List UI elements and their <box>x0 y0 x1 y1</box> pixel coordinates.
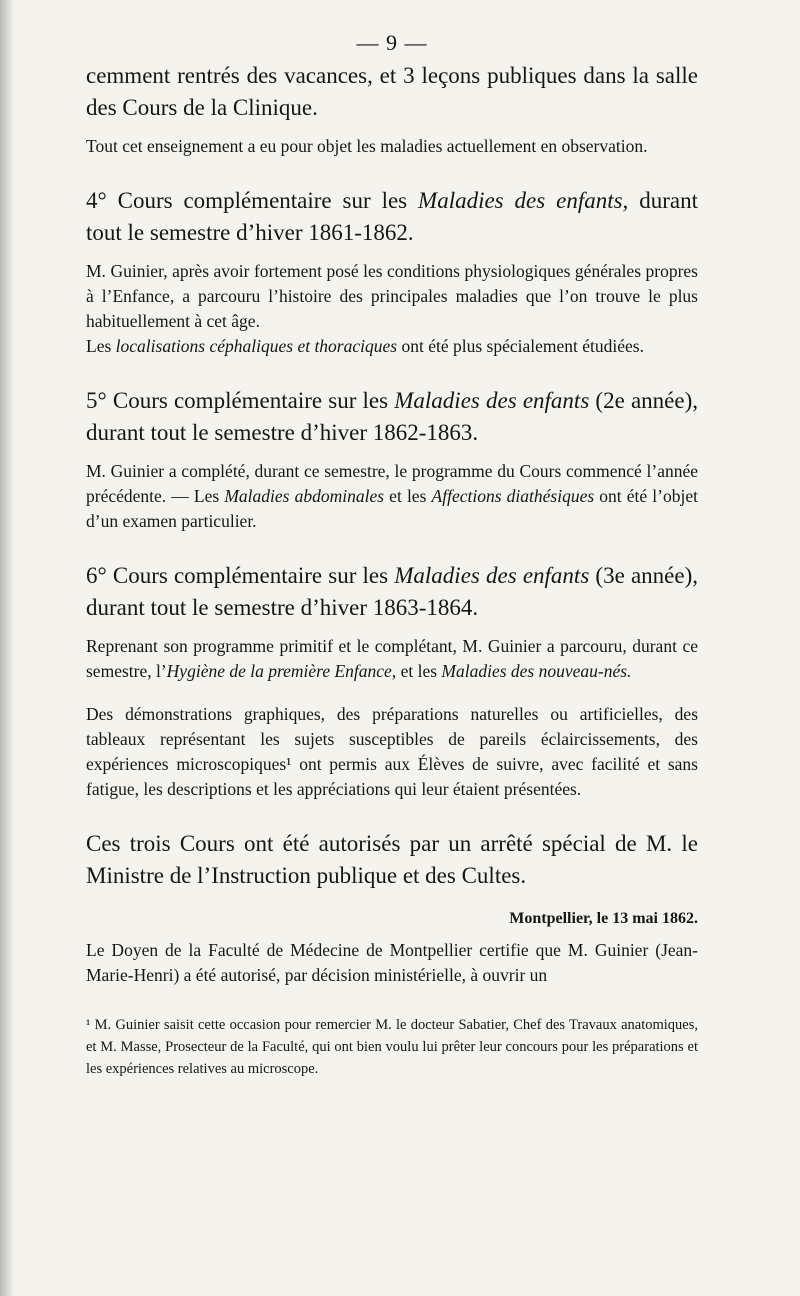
heading-course-5-tail: (2e année), durant tout le semestre d’hiver 1862-1863. <box>86 388 698 445</box>
paragraph-course-6-mid: , et les <box>391 661 442 681</box>
paragraph-course-6-topic-b: Maladies des nouveau-nés. <box>441 661 632 681</box>
heading-course-4 <box>86 185 698 249</box>
paragraph-course-5-mid: et les <box>384 486 432 506</box>
paragraph-course-4-focus-topic: localisations céphaliques et thoraciques <box>115 336 398 356</box>
heading-course-4-topic: Maladies des enfants, <box>418 188 629 213</box>
paragraph-course-4-description: M. Guinier, après avoir fortement posé les conditions physiologiques générales propres à l’Enfance, a parcouru l’histoire des principales maladies que l’on trouve le plus habituellement à cet âge. <box>86 261 698 331</box>
paragraph-course-5-lead: M. Guinier a complété, durant ce semestre, le programme du Cours commencé l’année précédente. — Les <box>86 461 698 506</box>
heading-course-6-tail: (3e année), durant tout le semestre d’hiver 1863-1864. <box>86 563 698 620</box>
paragraph-course-4-focus <box>86 334 698 359</box>
paragraph-certification: Le Doyen de la Faculté de Médecine de Montpellier certifie que M. Guinier (Jean-Marie-Henri) a été autorisé, par décision ministérielle, à ouvrir un <box>86 940 698 985</box>
heading-course-5-topic: Maladies des enfants <box>394 388 590 413</box>
heading-course-5-lead: 5° Cours complémentaire sur les <box>86 388 395 413</box>
heading-course-4-tail: durant tout le semestre d’hiver 1861-1862. <box>86 188 698 245</box>
paragraph-course-4-focus-lead: Les <box>86 336 116 356</box>
heading-course-6 <box>86 560 698 624</box>
paragraph-course-5-tail: ont été l’objet d’un examen particulier. <box>86 486 698 531</box>
paragraph-course-5-topic-b: Affections diathésiques <box>431 486 595 506</box>
heading-course-6-lead: 6° Cours complémentaire sur les <box>86 563 395 588</box>
page-number: — 9 — <box>356 30 428 55</box>
paragraph-course-6-topic-a: Hygiène de la première Enfance <box>166 661 392 681</box>
paragraph-demonstrations: Des démonstrations graphiques, des préparations naturelles ou artificielles, des tableaux représentant les sujets susceptibles de pareils éclaircissements, des expériences microscopiques¹ ont permis aux Élèves de suivre, avec facilité et sans fatigue, les descriptions et les appréciations qui leur étaient présentées. <box>86 704 698 799</box>
paragraph-teaching-note: Tout cet enseignement a eu pour objet les maladies actuellement en observation. <box>86 136 648 156</box>
paragraph-authorization: Ces trois Cours ont été autorisés par un arrêté spécial de M. le Ministre de l’Instruction publique et des Cultes. <box>86 831 698 888</box>
document-page <box>86 30 698 1080</box>
date-signature: Montpellier, le 13 mai 1862. <box>509 910 698 927</box>
paragraph-course-6-description <box>86 634 698 684</box>
paragraph-course-5-topic-a: Maladies abdominales <box>224 486 385 506</box>
footnote: ¹ M. Guinier saisit cette occasion pour remercier M. le docteur Sabatier, Chef des Travaux anatomiques, et M. Masse, Prosecteur de la Faculté, qui ont bien voulu lui prêter leur concours pour les préparations et les expériences relatives au microscope. <box>86 1017 698 1077</box>
paragraph-course-5-description <box>86 459 698 534</box>
paragraph-continuation: cemment rentrés des vacances, et 3 leçons publiques dans la salle des Cours de la Clinique. <box>86 63 698 120</box>
page-edge-shadow <box>0 0 14 1296</box>
heading-course-4-lead: 4° Cours complémentaire sur les <box>86 188 419 213</box>
paragraph-course-4-focus-tail: ont été plus spécialement étudiées. <box>397 336 644 356</box>
paragraph-course-6-lead: Reprenant son programme primitif et le complétant, M. Guinier a parcouru, durant ce semestre, l’ <box>86 636 698 681</box>
heading-course-5 <box>86 385 698 449</box>
heading-course-6-topic: Maladies des enfants <box>394 563 590 588</box>
